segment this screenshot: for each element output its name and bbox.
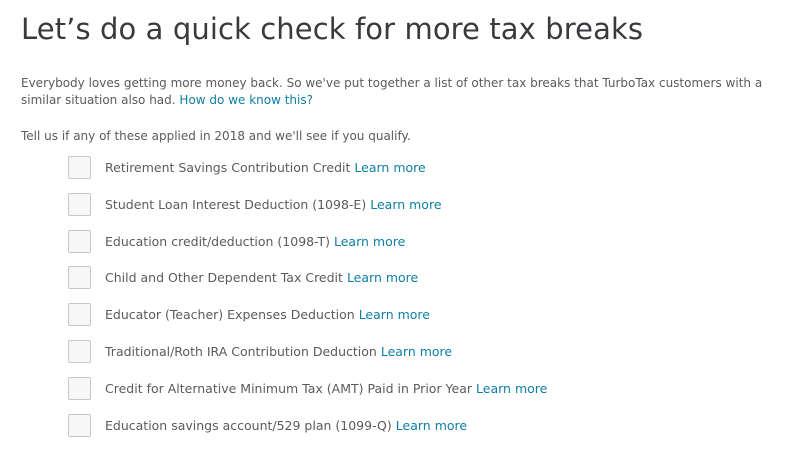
- checkbox[interactable]: [68, 156, 91, 179]
- option-education-savings-529[interactable]: [68, 412, 788, 438]
- learn-more-link[interactable]: Learn more: [358, 306, 430, 322]
- checkbox[interactable]: [68, 266, 91, 289]
- option-educator-expenses[interactable]: [68, 301, 788, 327]
- option-label: Education savings account/529 plan (1099-Q): [105, 417, 392, 433]
- intro-text: [21, 75, 806, 109]
- option-text: [105, 307, 430, 322]
- learn-more-link[interactable]: Learn more: [380, 343, 453, 359]
- checkbox[interactable]: [68, 303, 91, 326]
- option-text: [105, 160, 426, 175]
- option-student-loan-interest[interactable]: [68, 191, 788, 217]
- option-label: Education credit/deduction (1098-T): [105, 233, 330, 249]
- checkbox[interactable]: [68, 377, 91, 400]
- how-do-we-know-link[interactable]: How do we know this?: [179, 93, 313, 107]
- option-text: [105, 234, 405, 249]
- learn-more-link[interactable]: Learn more: [334, 233, 406, 249]
- option-text: [105, 418, 467, 433]
- learn-more-link[interactable]: Learn more: [395, 417, 468, 433]
- option-label: Retirement Savings Contribution Credit: [105, 159, 351, 175]
- learn-more-link[interactable]: Learn more: [346, 269, 419, 285]
- option-label: Educator (Teacher) Expenses Deduction: [105, 306, 355, 322]
- question-prompt: Tell us if any of these applied in 2018 and we'll see if you qualify.: [21, 129, 411, 143]
- option-text: [105, 381, 547, 396]
- page-title: Let’s do a quick check for more tax breaks: [21, 12, 644, 46]
- option-amt-credit[interactable]: [68, 375, 788, 401]
- option-label: Credit for Alternative Minimum Tax (AMT) Paid in Prior Year: [105, 380, 473, 396]
- option-label: Traditional/Roth IRA Contribution Deduction: [105, 343, 377, 359]
- checkbox[interactable]: [68, 340, 91, 363]
- option-education-credit[interactable]: [68, 228, 788, 254]
- checkbox[interactable]: [68, 414, 91, 437]
- option-ira-contribution[interactable]: [68, 338, 788, 364]
- checkbox[interactable]: [68, 193, 91, 216]
- option-text: [105, 344, 452, 359]
- option-label: Student Loan Interest Deduction (1098-E): [105, 196, 367, 212]
- option-retirement-savings-credit[interactable]: [68, 154, 788, 180]
- option-text: [105, 270, 418, 285]
- option-child-dependent-credit[interactable]: [68, 264, 788, 290]
- intro-body: Everybody loves getting more money back. So we've put together a list of other tax breaks that TurboTax customers with a similar situation also had.: [21, 76, 763, 107]
- option-text: [105, 197, 442, 212]
- checkbox[interactable]: [68, 230, 91, 253]
- learn-more-link[interactable]: Learn more: [370, 196, 442, 212]
- learn-more-link[interactable]: Learn more: [354, 159, 426, 175]
- option-label: Child and Other Dependent Tax Credit: [105, 269, 343, 285]
- learn-more-link[interactable]: Learn more: [476, 380, 548, 396]
